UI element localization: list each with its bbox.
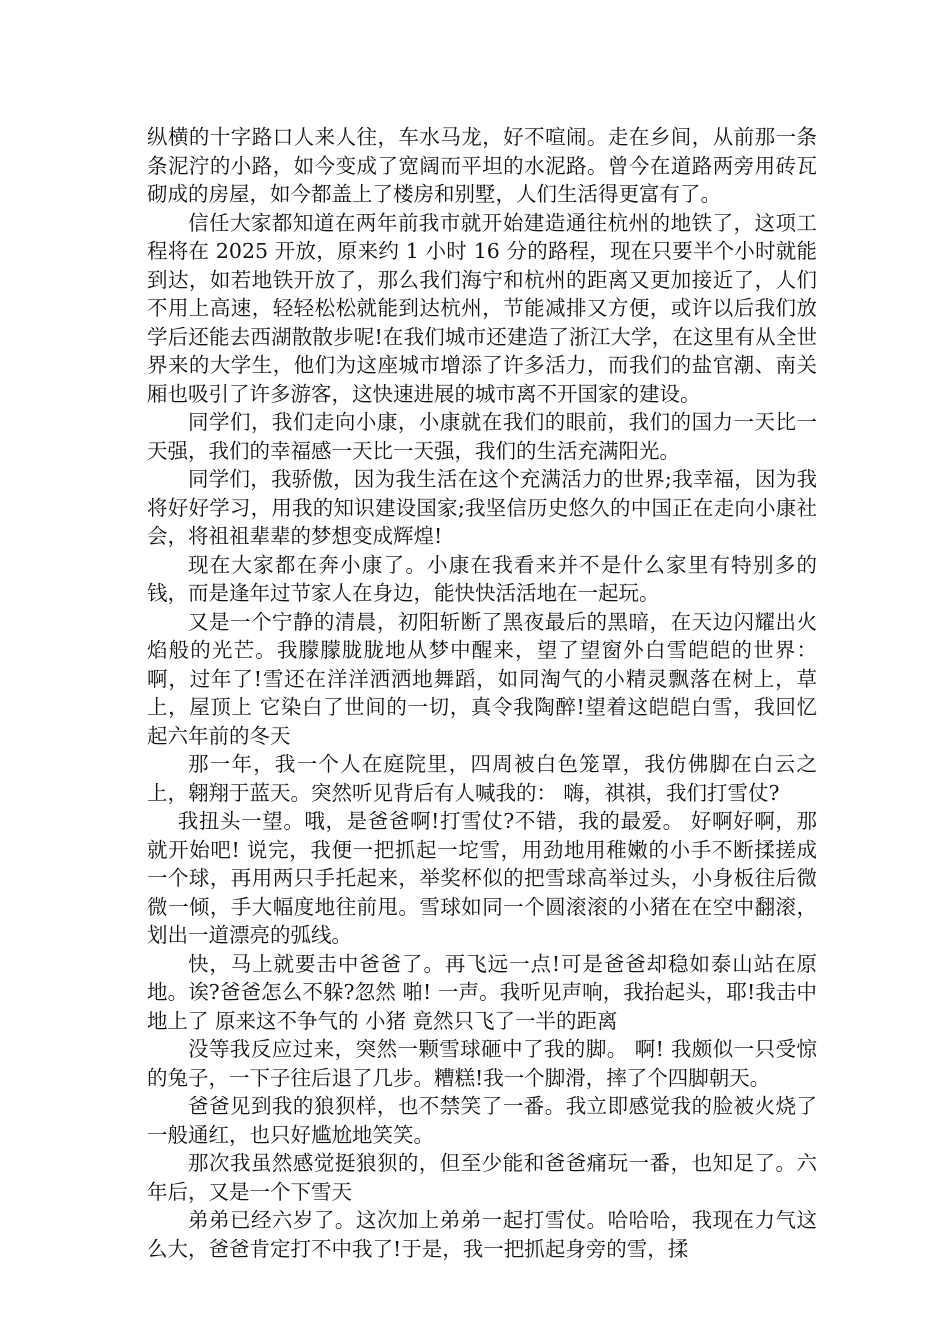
paragraph-3: 同学们，我们走向小康，小康就在我们的眼前，我们的国力一天比一天强，我们的幸福感一天比一天强，我们的生活充满阳光。 (147, 410, 817, 463)
paragraph-2: 信任大家都知道在两年前我市就开始建造通往杭州的地铁了，这项工程将在 2025 开放，原来约 1 小时 16 分的路程，现在只要半个小时就能到达，如若地铁开放了，那么我们海宁和杭州的距离又更加接近了，人们不用上高速，轻轻松松就能到达杭州，节能减排又方便，或许以后我们放学后还能去西湖散散步呢!在我们城市还建造了浙江大学，在这里有从全世界来的大学生，他们为这座城市增添了许多活力，而我们的盐官潮、南关厢也吸引了许多游客，这快速进展的城市离不开国家的建设。 (147, 210, 817, 406)
paragraph-6: 又是一个宁静的清晨，初阳斩断了黑夜最后的黑暗，在天边闪耀出火焰般的光芒。我朦朦胧胧地从梦中醒来，望了望窗外白雪皑皑的世界：啊，过年了!雪还在洋洋洒洒地舞蹈，如同淘气的小精灵飘落在树上，草上，屋顶上 它染白了世间的一切，真令我陶醉!望着这皑皑白雪，我回忆起六年前的冬天 (147, 609, 817, 748)
paragraph-4: 同学们，我骄傲，因为我生活在这个充满活力的世界;我幸福，因为我将好好学习，用我的知识建设国家;我坚信历史悠久的中国正在走向小康社会，将祖祖辈辈的梦想变成辉煌! (147, 467, 817, 548)
paragraph-5: 现在大家都在奔小康了。小康在我看来并不是什么家里有特别多的钱，而是逢年过节家人在身边，能快快活活地在一起玩。 (147, 552, 817, 605)
document-body (147, 123, 824, 1263)
paragraph-11: 爸爸见到我的狼狈样，也不禁笑了一番。我立即感觉我的脸被火烧了一般通红，也只好尴尬地笑笑。 (147, 1094, 817, 1147)
paragraph-7: 那一年，我一个人在庭院里，四周被白色笼罩，我仿佛脚在白云之上，翱翔于蓝天。突然听见背后有人喊我的： 嗨，祺祺，我们打雪仗? (147, 752, 817, 805)
paragraph-10: 没等我反应过来，突然一颗雪球砸中了我的脚。 啊! 我颇似一只受惊的兔子，一下子往后退了几步。糟糕!我一个脚滑，摔了个四脚朝天。 (147, 1037, 817, 1090)
paragraph-1: 纵横的十字路口人来人往，车水马龙，好不喧闹。走在乡间，从前那一条条泥泞的小路，如今变成了宽阔而平坦的水泥路。曾今在道路两旁用砖瓦砌成的房屋，如今都盖上了楼房和别墅，人们生活得更富有了。 (147, 125, 817, 206)
paragraph-9: 快，马上就要击中爸爸了。再飞远一点!可是爸爸却稳如泰山站在原地。诶?爸爸怎么不躲?忽然 啪! 一声。我听见声响，我抬起头，耶!我击中 地上了 原来这不争气的 小猪 竟然只飞了一半的距离 (147, 951, 824, 1033)
paragraph-12: 那次我虽然感觉挺狼狈的，但至少能和爸爸痛玩一番，也知足了。六年后，又是一个下雪天 (147, 1151, 817, 1204)
paragraph-8: 我扭头一望。哦，是爸爸啊!打雪仗?不错，我的最爱。 好啊好啊，那就开始吧! 说完，我便一把抓起一坨雪，用劲地用稚嫩的小手不断揉搓成一个球，再用两只手托起来，举奖杯似的把雪球高举过头，小身板往后微微一倾，手大幅度地往前甩。雪球如同一个圆滚滚的小猪在在空中翻滚，划出一道漂亮的弧线。 (147, 809, 817, 947)
paragraph-13: 弟弟已经六岁了。这次加上弟弟一起打雪仗。哈哈哈，我现在力气这么大，爸爸肯定打不中我了!于是，我一把抓起身旁的雪，揉 (147, 1208, 817, 1261)
